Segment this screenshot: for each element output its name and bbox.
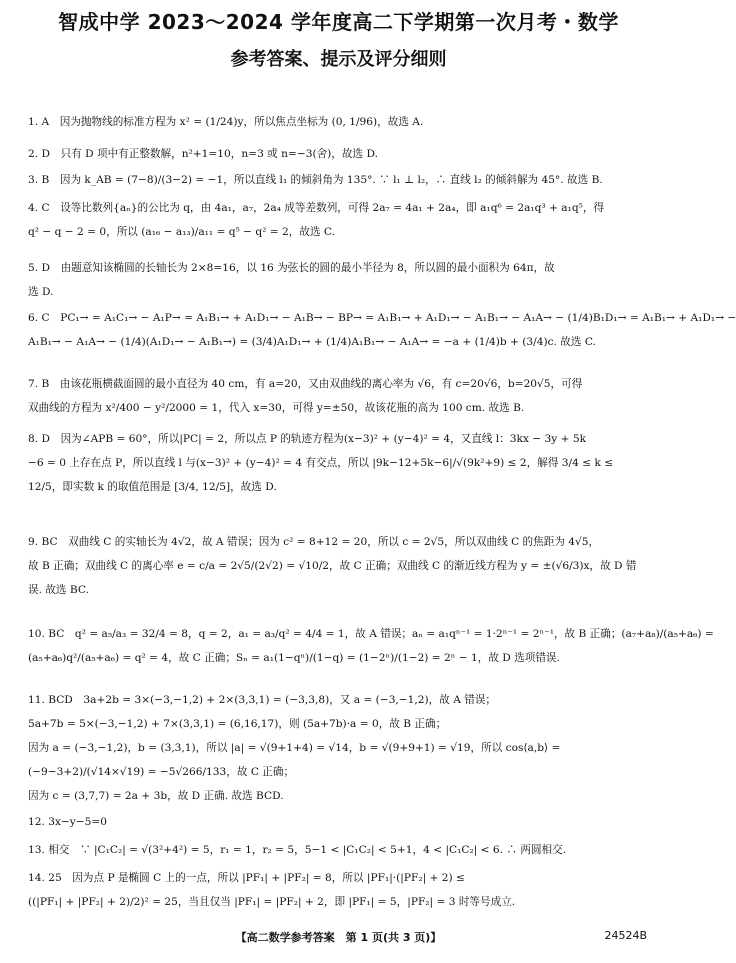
document-title: 智成中学 2023～2024 学年度高二下学期第一次月考・数学 — [58, 10, 619, 34]
answer-line — [28, 220, 650, 244]
answer-text: 5a+7b = 5×(−3,−1,2) + 7×(3,3,1) = (6,16,17)，则 (5a+7b)·a = 0，故 B 正确； — [28, 718, 447, 730]
answer-item — [28, 306, 736, 354]
answer-line — [28, 196, 650, 220]
answer-label: 4. C — [28, 202, 50, 214]
answer-text: 因为 k_AB = (7−8)/(3−2) = −1，所以直线 l₁ 的倾斜角为 135°. ∵ l₁ ⊥ l₂，∴ 直线 l₂ 的倾斜解为 45°. 故选 B. — [59, 174, 603, 186]
answer-text: 因为抛物线的标准方程为 x² = (1/24)y，所以焦点坐标为 (0, 1/96)，故选 A. — [59, 116, 424, 128]
answer-text: 只有 D 项中有正整数解，n²+1=10，n=3 或 n=−3(舍)，故选 D. — [60, 148, 378, 160]
answer-item — [28, 688, 650, 808]
answer-label: 9. BC — [28, 536, 58, 548]
answer-label: 8. D — [28, 433, 50, 445]
answer-text: 因为∠APB = 60°，所以|PC| = 2，所以点 P 的轨迹方程为(x−3)² + (y−4)² = 4，又直线 l：3kx − 3y + 5k — [60, 433, 587, 445]
footer-code: 24524B — [604, 929, 647, 942]
answer-line — [28, 372, 650, 396]
answer-item — [28, 622, 714, 670]
answer-line — [28, 554, 650, 578]
answer-item — [28, 530, 650, 602]
answer-text: (a₅+a₆)q²/(a₅+a₆) = q² = 4，故 C 正确；Sₙ = a₁(1−qⁿ)/(1−q) = (1−2ⁿ)/(1−2) = 2ⁿ − 1，故 D 选项错误. — [28, 652, 560, 664]
answer-item — [28, 256, 650, 304]
answer-line — [28, 578, 650, 602]
answer-text: A₁B₁→ − A₁A→ − (1/4)(A₁D₁→ − A₁B₁→) = (3/4)A₁D₁→ + (1/4)A₁B₁→ − A₁A→ = −a + (1/4)b + (3/4)c. 故选 C. — [28, 336, 596, 348]
answer-text: q² − q − 2 = 0，所以 (a₁₆ − a₁₃)/a₁₁ = q⁵ − q² = 2，故选 C. — [28, 226, 336, 238]
answer-line — [28, 110, 650, 134]
answer-label: 11. BCD — [28, 694, 73, 706]
answer-item — [28, 810, 650, 834]
answer-line — [28, 622, 714, 646]
answer-label: 7. B — [28, 378, 50, 390]
answer-label: 1. A — [28, 116, 50, 128]
answer-item — [28, 196, 650, 244]
answer-text: −6 = 0 上存在点 P，所以直线 l 与(x−3)² + (y−4)² = 4 有交点，所以 |9k−12+5k−6|/√(9k²+9) ≤ 2，解得 3/4 ≤ k ≤ — [28, 457, 614, 469]
answer-label: 2. D — [28, 148, 50, 160]
answer-line — [28, 427, 650, 451]
answer-label: 6. C — [28, 312, 50, 324]
answer-line — [28, 784, 650, 808]
answer-text: (−9−3+2)/(√14×√19) = −5√266/133，故 C 正确； — [28, 766, 295, 778]
answer-line — [28, 256, 650, 280]
document-subtitle: 参考答案、提示及评分细则 — [230, 49, 447, 70]
answer-label: 12. 3x−y−5=0 — [28, 816, 108, 828]
answer-line — [28, 280, 650, 304]
answer-line — [28, 330, 650, 354]
answer-line — [28, 712, 650, 736]
answer-line — [28, 142, 650, 166]
answer-line — [28, 306, 736, 330]
answer-text: 故 B 正确；双曲线 C 的离心率 e = c/a = 2√5/(2√2) = √10/2，故 C 正确；双曲线 C 的渐近线方程为 y = ±(√6/3)x，故 D 错 — [28, 560, 637, 572]
answer-text: 12/5，即实数 k 的取值范围是 [3/4, 12/5]，故选 D. — [28, 481, 277, 493]
answer-line — [28, 475, 650, 499]
answer-label: 13. 相交 — [28, 844, 70, 856]
answer-text: PC₁→ = A₁C₁→ − A₁P→ = A₁B₁→ + A₁D₁→ − A₁B→ − BP→ = A₁B₁→ + A₁D₁→ − A₁B₁→ − A₁A→ − (1/4)B₁D₁→ = A₁B₁→ + A₁D₁→ − — [60, 312, 736, 324]
answer-text: 误. 故选 BC. — [28, 584, 89, 596]
answer-line — [28, 736, 650, 760]
answer-text: 双曲线 C 的实轴长为 4√2，故 A 错误；因为 c² = 8+12 = 20，所以 c = 2√5，所以双曲线 C 的焦距为 4√5， — [68, 536, 600, 548]
answer-text: 设等比数列{aₙ}的公比为 q，由 4a₁，a₇，2a₄ 成等差数列，可得 2a₇ = 4a₁ + 2a₄，即 a₁q⁶ = 2a₁q³ + a₁q⁵，得 — [60, 202, 605, 214]
answer-text: 由该花瓶横截面圆的最小直径为 40 cm，有 a=20，又由双曲线的离心率为 √6，有 c=20√6，b=20√5，可得 — [59, 378, 583, 390]
answer-text: q² = a₅/a₃ = 32/4 = 8，q = 2，a₁ = a₃/q² = 4/4 = 1，故 A 错误；aₙ = a₁qⁿ⁻¹ = 1·2ⁿ⁻¹ = 2ⁿ⁻¹，故 B 正确；(a₇+a₈)/(a₅+a₆) = — [74, 628, 714, 640]
answer-line — [28, 530, 650, 554]
answer-text: 3a+2b = 3×(−3,−1,2) + 2×(3,3,1) = (−3,3,8)，又 a = (−3,−1,2)，故 A 错误； — [83, 694, 497, 706]
answer-text: 因为 a = (−3,−1,2)，b = (3,3,1)，所以 |a| = √(9+1+4) = √14，b = √(9+9+1) = √19，所以 cos⟨a,b⟩ = — [28, 742, 561, 754]
answer-line — [28, 810, 650, 834]
footer-page-info: 【高二数学参考答案 第 1 页(共 3 页)】 — [235, 931, 442, 944]
answer-line — [28, 646, 650, 670]
answer-text: ((|PF₁| + |PF₂| + 2)/2)² = 25，当且仅当 |PF₁| = |PF₂| + 2，即 |PF₁| = 5，|PF₂| = 3 时等号成立. — [28, 896, 516, 908]
answer-text: 由题意知该椭圆的长轴长为 2×8=16，以 16 为弦长的圆的最小半径为 8，所以圆的最小面积为 64π，故 — [60, 262, 555, 274]
answer-line — [28, 866, 650, 890]
answer-item — [28, 110, 650, 134]
answer-line — [28, 890, 650, 914]
answer-text: 选 D. — [28, 286, 54, 298]
answer-label: 5. D — [28, 262, 50, 274]
answer-item — [28, 866, 650, 914]
answer-line — [28, 396, 650, 420]
answer-label: 3. B — [28, 174, 50, 186]
answer-text: 因为 c = (3,7,7) = 2a + 3b，故 D 正确. 故选 BCD. — [28, 790, 284, 802]
answer-item — [28, 168, 650, 192]
answer-line — [28, 838, 650, 862]
answer-text: 因为点 P 是椭圆 C 上的一点，所以 |PF₁| + |PF₂| = 8，所以 |PF₁|·(|PF₂| + 2) ≤ — [72, 872, 465, 884]
answer-line — [28, 688, 650, 712]
answer-line — [28, 760, 650, 784]
answer-line — [28, 168, 650, 192]
answer-item — [28, 427, 650, 499]
answer-text: 双曲线的方程为 x²/400 − y²/2000 = 1，代入 x=30，可得 y=±50，故该花瓶的高为 100 cm. 故选 B. — [28, 402, 525, 414]
answer-line — [28, 451, 650, 475]
answer-label: 10. BC — [28, 628, 65, 640]
answer-item — [28, 838, 650, 862]
answer-item — [28, 142, 650, 166]
answer-item — [28, 372, 650, 420]
answer-label: 14. 25 — [28, 872, 62, 884]
answer-text: ∵ |C₁C₂| = √(3²+4²) = 5，r₁ = 1，r₂ = 5，5−1 < |C₁C₂| < 5+1，4 < |C₁C₂| < 6. ∴ 两圆相交. — [80, 844, 567, 856]
